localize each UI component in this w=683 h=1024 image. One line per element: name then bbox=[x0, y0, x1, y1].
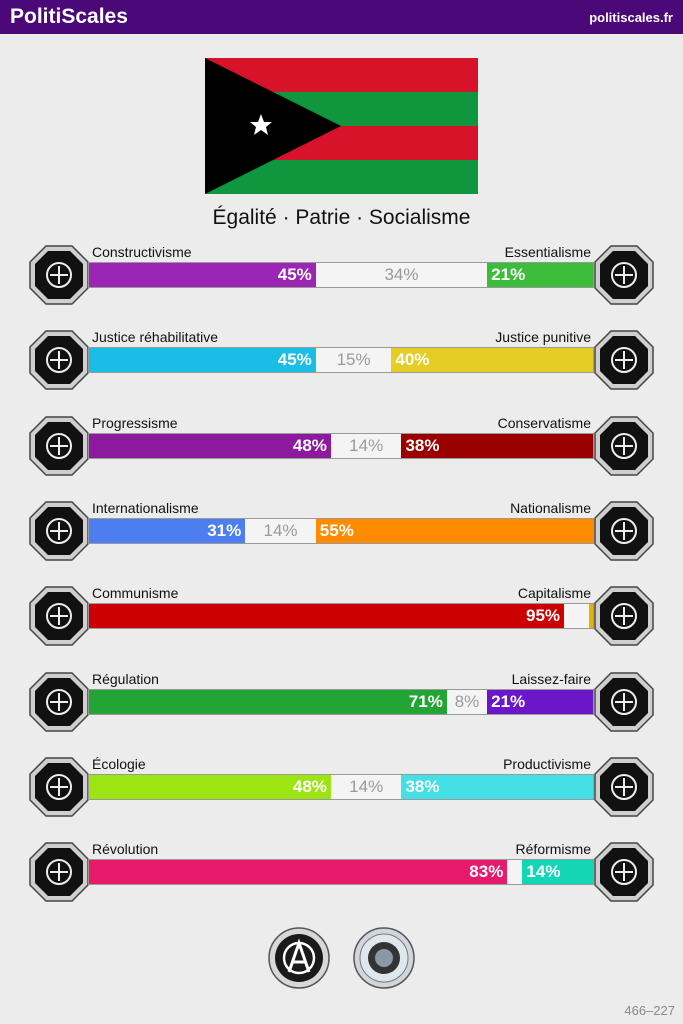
axis-row bbox=[0, 671, 683, 735]
axis-left-label: Communisme bbox=[92, 585, 179, 601]
neutral-score-segment: 34% bbox=[316, 263, 487, 287]
neutral-score-segment bbox=[564, 604, 589, 628]
app-header bbox=[0, 0, 683, 34]
result-code: 466–227 bbox=[624, 1003, 675, 1018]
hammer-sickle-icon[interactable] bbox=[28, 585, 90, 647]
handshake-icon[interactable] bbox=[28, 329, 90, 391]
axis-row bbox=[0, 756, 683, 820]
axis-left-label: Constructivisme bbox=[92, 244, 192, 260]
sunflower-icon[interactable] bbox=[593, 244, 655, 306]
eye-circuit-icon[interactable] bbox=[28, 244, 90, 306]
axis-row bbox=[0, 585, 683, 649]
prison-bars-icon[interactable] bbox=[593, 329, 655, 391]
axis-right-label: Nationalisme bbox=[510, 500, 591, 516]
right-score-segment: 55% bbox=[316, 519, 593, 543]
axis-right-label: Conservatisme bbox=[497, 415, 591, 431]
wealth-medal-icon[interactable] bbox=[353, 927, 415, 989]
axis-score-bar bbox=[88, 433, 594, 459]
left-score-segment: 45% bbox=[89, 348, 316, 372]
neutral-score-segment bbox=[507, 860, 522, 884]
factory-gear-icon[interactable] bbox=[593, 756, 655, 818]
axis-score-bar bbox=[88, 262, 594, 288]
left-score-segment: 48% bbox=[89, 434, 331, 458]
money-bag-icon[interactable] bbox=[593, 585, 655, 647]
right-score-segment: 14% bbox=[522, 860, 593, 884]
axis-right-label: Laissez-faire bbox=[511, 671, 591, 687]
scale-icon[interactable] bbox=[28, 671, 90, 733]
motto: Égalité · Patrie · Socialisme bbox=[212, 206, 471, 229]
axis-row bbox=[0, 244, 683, 308]
axis-right-label: Réformisme bbox=[515, 841, 591, 857]
axis-score-bar bbox=[88, 518, 594, 544]
axis-right-label: Essentialisme bbox=[504, 244, 591, 260]
left-score-segment: 31% bbox=[89, 519, 245, 543]
axis-row bbox=[0, 500, 683, 564]
axis-left-label: Écologie bbox=[92, 756, 146, 772]
neutral-score-segment: 14% bbox=[331, 434, 402, 458]
axis-score-bar bbox=[88, 689, 594, 715]
left-score-segment: 83% bbox=[89, 860, 507, 884]
axis-score-bar bbox=[88, 859, 594, 885]
bird-nature-icon[interactable] bbox=[28, 756, 90, 818]
butterflies-icon[interactable] bbox=[593, 671, 655, 733]
neutral-score-segment: 14% bbox=[331, 775, 402, 799]
axis-score-bar bbox=[88, 347, 594, 373]
globe-laurel-icon[interactable] bbox=[28, 500, 90, 562]
axis-left-label: Régulation bbox=[92, 671, 159, 687]
left-score-segment: 95% bbox=[89, 604, 564, 628]
right-score-segment: 38% bbox=[401, 775, 593, 799]
flag-icon[interactable] bbox=[593, 500, 655, 562]
axis-row bbox=[0, 329, 683, 393]
left-score-segment: 48% bbox=[89, 775, 331, 799]
quill-icon[interactable] bbox=[593, 415, 655, 477]
parliament-icon[interactable] bbox=[593, 841, 655, 903]
site-url[interactable]: politiscales.fr bbox=[589, 9, 673, 25]
left-score-segment: 45% bbox=[89, 263, 316, 287]
axis-right-label: Productivisme bbox=[503, 756, 591, 772]
axis-score-bar bbox=[88, 774, 594, 800]
axis-right-label: Justice punitive bbox=[495, 329, 591, 345]
right-score-segment: 21% bbox=[487, 263, 593, 287]
axis-left-label: Justice réhabilitative bbox=[92, 329, 219, 345]
fist-icon[interactable] bbox=[28, 841, 90, 903]
axis-left-label: Progressisme bbox=[92, 415, 178, 431]
ideology-flag bbox=[205, 58, 478, 194]
axis-row bbox=[0, 415, 683, 479]
brand-title[interactable]: PolitiScales bbox=[10, 5, 128, 28]
axis-right-label: Capitalisme bbox=[517, 585, 591, 601]
right-score-segment: 38% bbox=[401, 434, 593, 458]
axis-left-label: Internationalisme bbox=[92, 500, 199, 516]
anarchy-medal-icon[interactable] bbox=[268, 927, 330, 989]
neutral-score-segment: 14% bbox=[245, 519, 316, 543]
neutral-score-segment: 8% bbox=[447, 690, 487, 714]
axis-score-bar bbox=[88, 603, 594, 629]
axis-left-label: Révolution bbox=[92, 841, 159, 857]
right-score-segment: 40% bbox=[391, 348, 593, 372]
left-score-segment: 71% bbox=[89, 690, 447, 714]
right-score-segment: 21% bbox=[487, 690, 593, 714]
neutral-score-segment: 15% bbox=[316, 348, 392, 372]
rocket-icon[interactable] bbox=[28, 415, 90, 477]
axis-row bbox=[0, 841, 683, 905]
